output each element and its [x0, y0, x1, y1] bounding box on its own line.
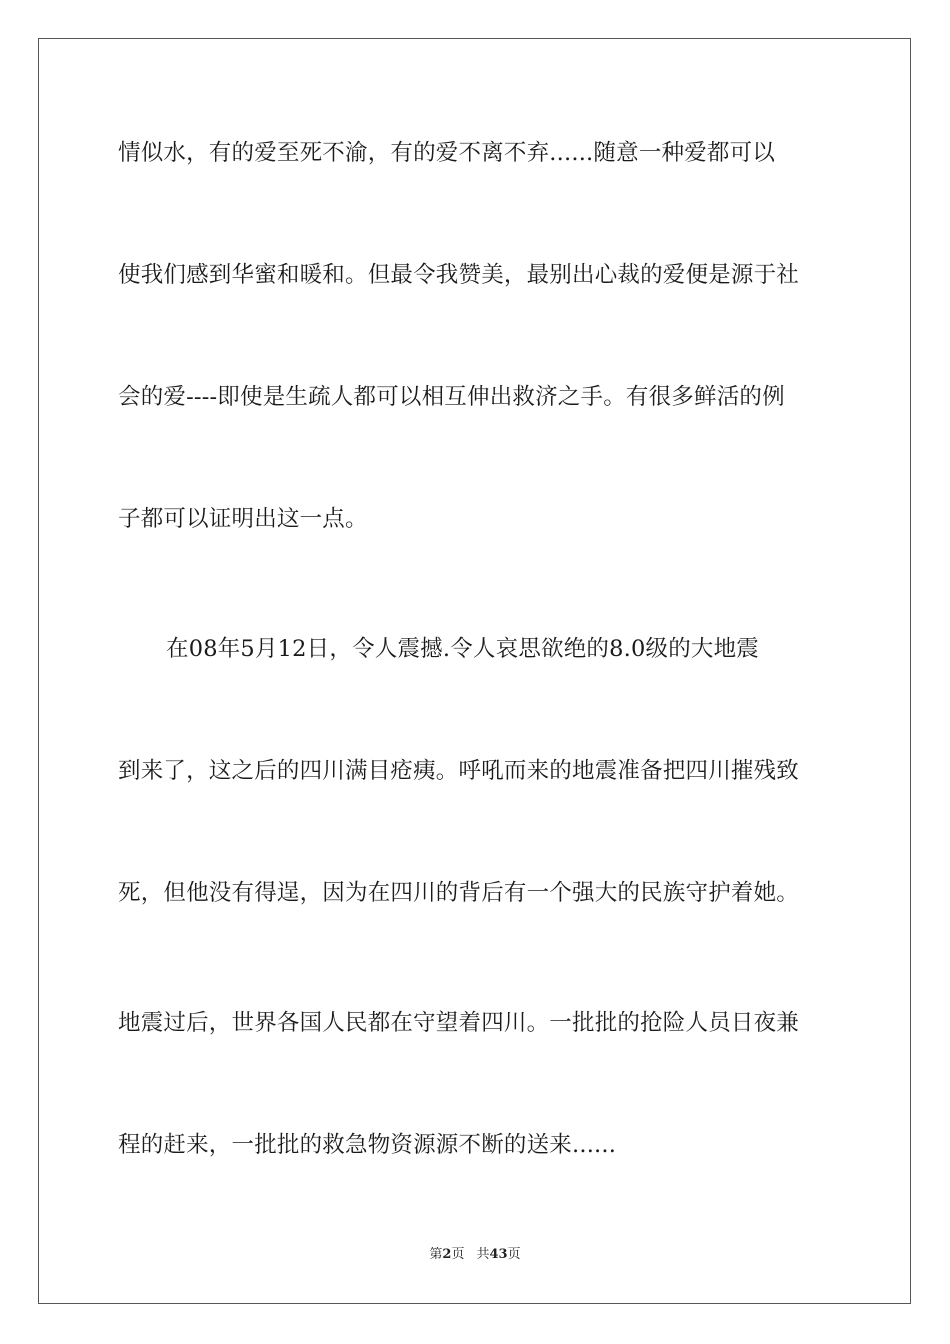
page-number: 2 — [442, 1247, 452, 1262]
page-suffix: 页 — [451, 1247, 465, 1262]
total-suffix: 页 — [507, 1247, 521, 1262]
text-line: 会的爱----即使是生疏人都可以相互伸出救济之手。有很多鲜活的例 — [118, 384, 785, 410]
text-line: 使我们感到华蜜和暖和。但最令我赞美，最别出心裁的爱便是源于社 — [118, 262, 800, 288]
total-pages: 43 — [489, 1247, 508, 1262]
text-line-paragraph-start: 在08年5月12日，令人震撼.令人哀思欲绝的8.0级的大地震 — [166, 636, 760, 662]
page-footer — [0, 1246, 950, 1264]
text-line: 子都可以证明出这一点。 — [118, 506, 368, 532]
total-prefix: 共 — [476, 1247, 490, 1262]
text-line: 到来了，这之后的四川满目疮痍。呼吼而来的地震准备把四川摧残致 — [118, 758, 800, 784]
text-line: 地震过后，世界各国人民都在守望着四川。一批批的抢险人员日夜兼 — [118, 1010, 800, 1036]
page-prefix: 第 — [429, 1247, 443, 1262]
text-line: 死，但他没有得逞，因为在四川的背后有一个强大的民族守护着她。 — [118, 880, 800, 906]
text-line: 程的赶来，一批批的救急物资源源不断的送来...... — [118, 1132, 617, 1158]
text-line: 情似水，有的爱至死不渝，有的爱不离不弃......随意一种爱都可以 — [118, 140, 776, 166]
page-frame — [38, 38, 911, 1304]
